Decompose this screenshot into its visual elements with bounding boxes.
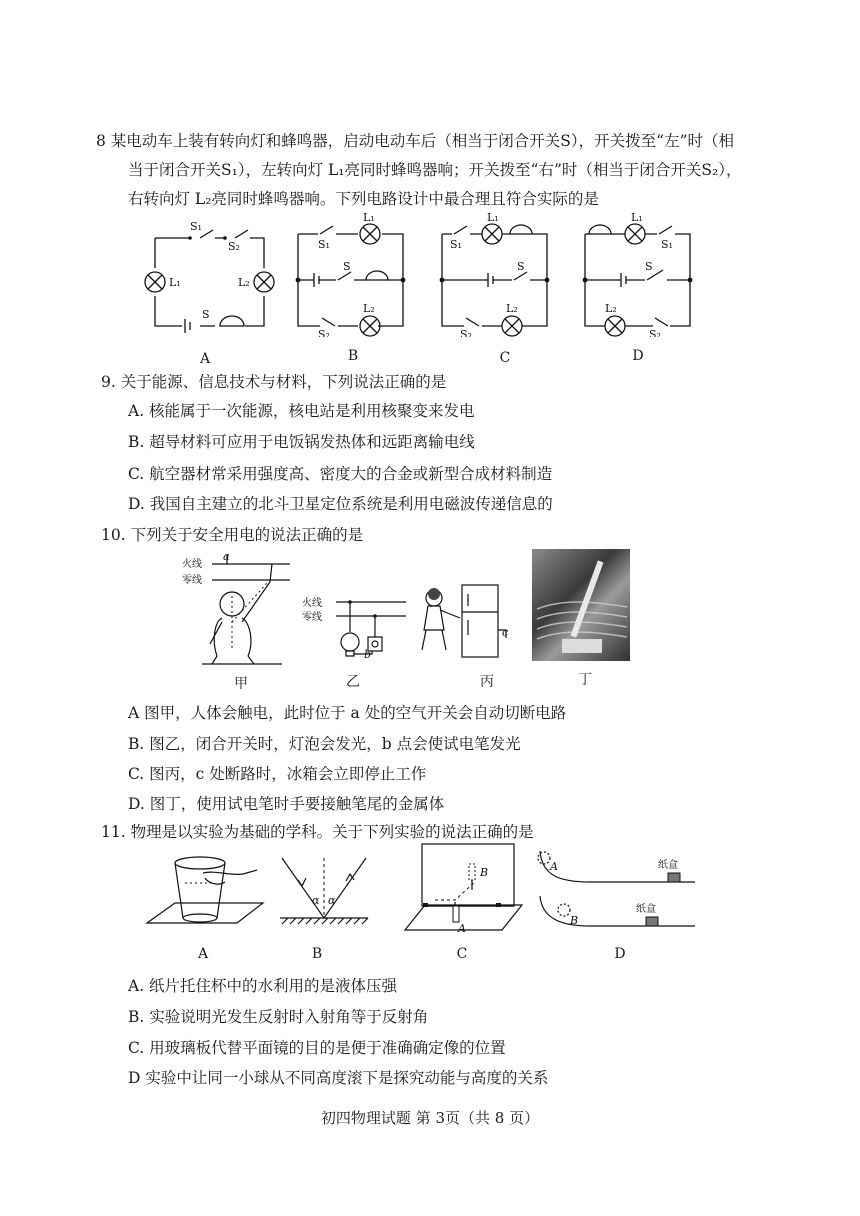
circuit-d-s1-label: S₁ <box>661 238 673 251</box>
q11-option-c: C. 用玻璃板代替平面镜的目的是便于准确确定像的位置 <box>128 1039 506 1057</box>
circuit-c-s2-label: S₂ <box>460 328 472 337</box>
circuit-a-l2-label: L₂ <box>238 276 250 289</box>
fig-b-alpha-1: α <box>312 894 320 907</box>
bing-point-c: c <box>502 626 509 639</box>
q11-fig-d <box>530 846 700 941</box>
q11-fig-a-caption: A <box>197 946 209 962</box>
jia-point-a: a <box>223 552 230 563</box>
fig-d-box-1-label: 纸盒 <box>658 860 678 871</box>
q10-stem: 10. 下列关于安全用电的说法正确的是 <box>101 526 364 544</box>
q11-fig-b-caption: B <box>311 946 323 962</box>
fig-c-point-a: A <box>458 922 466 935</box>
q8-line-1: 8 某电动车上装有转向灯和蜂鸣器，启动电动车后（相当于闭合开关S），开关拨至“左”时（相 <box>96 132 735 150</box>
q8-line-3: 右转向灯 L₂亮同时蜂鸣器响。下列电路设计中最合理且符合实际的是 <box>128 190 599 208</box>
fig-ding-photo <box>532 549 630 661</box>
fig-bing <box>416 580 516 665</box>
circuit-c-l2-label: L₂ <box>506 302 518 315</box>
yi-neutral-label: 零线 <box>302 612 322 623</box>
q10-option-c: C. 图丙，c 处断路时，冰箱会立即停止工作 <box>128 765 427 783</box>
circuit-a-caption: A <box>199 351 211 367</box>
fig-yi <box>300 592 410 672</box>
circuit-a-l1-label: L₁ <box>169 276 181 289</box>
q9-option-d: D. 我国自主建立的北斗卫星定位系统是利用电磁波传递信息的 <box>128 495 553 513</box>
q11-fig-c <box>400 840 525 935</box>
circuit-d-l2-label: L₂ <box>605 302 617 315</box>
q11-fig-c-caption: C <box>456 946 468 962</box>
q9-stem: 9. 关于能源、信息技术与材料，下列说法正确的是 <box>101 373 447 391</box>
fig-d-point-b: B <box>570 914 579 927</box>
circuit-d-l1-label: L₁ <box>631 212 643 224</box>
q9-option-c: C. 航空器材常采用强度高、密度大的合金或新型合成材料制造 <box>128 465 553 483</box>
fig-jia <box>172 552 292 667</box>
circuit-b-l2-label: L₂ <box>363 302 375 315</box>
q11-option-d: D 实验中让同一小球从不同高度滚下是探究动能与高度的关系 <box>128 1069 549 1087</box>
q8-line-2: 当于闭合开关S₁），左转向灯 L₁亮同时蜂鸣器响；开关拨至“右”时（相当于闭合开关S₂）， <box>128 161 742 179</box>
circuit-b-caption: B <box>347 348 359 364</box>
q11-stem: 11. 物理是以实验为基础的学科。关于下列实验的说法正确的是 <box>101 823 534 841</box>
q10-option-d: D. 图丁，使用试电笔时手要接触笔尾的金属体 <box>128 795 445 813</box>
yi-live-label: 火线 <box>302 598 322 609</box>
q11-option-b: B. 实验说明光发生反射时入射角等于反射角 <box>128 1008 429 1026</box>
q11-fig-d-caption: D <box>614 946 626 962</box>
fig-yi-caption: 乙 <box>346 674 360 690</box>
jia-neutral-label: 零线 <box>182 575 202 586</box>
circuit-c-s1-label: S₁ <box>450 238 462 251</box>
q9-option-a: A. 核能属于一次能源，核电站是利用核聚变来发电 <box>128 402 475 420</box>
fig-c-point-b: B <box>480 866 489 879</box>
q11-fig-a <box>145 848 265 943</box>
circuit-b-figure <box>288 212 413 337</box>
circuit-a-s-label: S <box>202 308 210 321</box>
circuit-d-figure <box>575 212 700 337</box>
fig-bing-caption: 丙 <box>480 674 494 690</box>
circuit-c-figure <box>432 212 557 337</box>
jia-live-label: 火线 <box>182 559 202 570</box>
circuit-c-caption: C <box>499 350 511 366</box>
circuit-d-s-label: S <box>645 260 653 273</box>
fig-b-alpha-2: α <box>328 894 336 907</box>
q9-option-b: B. 超导材料可应用于电饭锅发热体和远距离输电线 <box>128 433 475 451</box>
circuit-a-s1-label: S₁ <box>190 220 202 233</box>
fig-jia-caption: 甲 <box>234 676 248 692</box>
q11-option-a: A. 纸片托住杯中的水利用的是液体压强 <box>128 977 398 995</box>
circuit-a-s2-label: S₂ <box>228 240 240 253</box>
page-footer: 初四物理试题 第 3页（共 8 页） <box>320 1109 540 1127</box>
circuit-c-s-label: S <box>517 260 525 273</box>
q10-option-a: A 图甲，人体会触电，此时位于 a 处的空气开关会自动切断电路 <box>128 704 567 722</box>
circuit-b-s1-label: S₁ <box>318 238 330 251</box>
circuit-d-s2-label: S₂ <box>649 328 661 337</box>
q10-option-b: B. 图乙，闭合开关时，灯泡会发光，b 点会使试电笔发光 <box>128 735 521 753</box>
circuit-b-s-label: S <box>343 260 351 273</box>
fig-d-point-a: A <box>550 860 558 873</box>
circuit-b-l1-label: L₁ <box>363 212 375 224</box>
circuit-b-s2-label: S₂ <box>318 328 330 337</box>
yi-point-b: b <box>364 648 372 661</box>
fig-d-box-2-label: 纸盒 <box>636 904 656 915</box>
circuit-a-figure <box>140 218 275 338</box>
fig-ding-caption: 丁 <box>578 672 592 688</box>
q11-fig-b <box>270 848 375 933</box>
circuit-c-l1-label: L₁ <box>487 212 499 224</box>
circuit-d-caption: D <box>632 348 644 364</box>
